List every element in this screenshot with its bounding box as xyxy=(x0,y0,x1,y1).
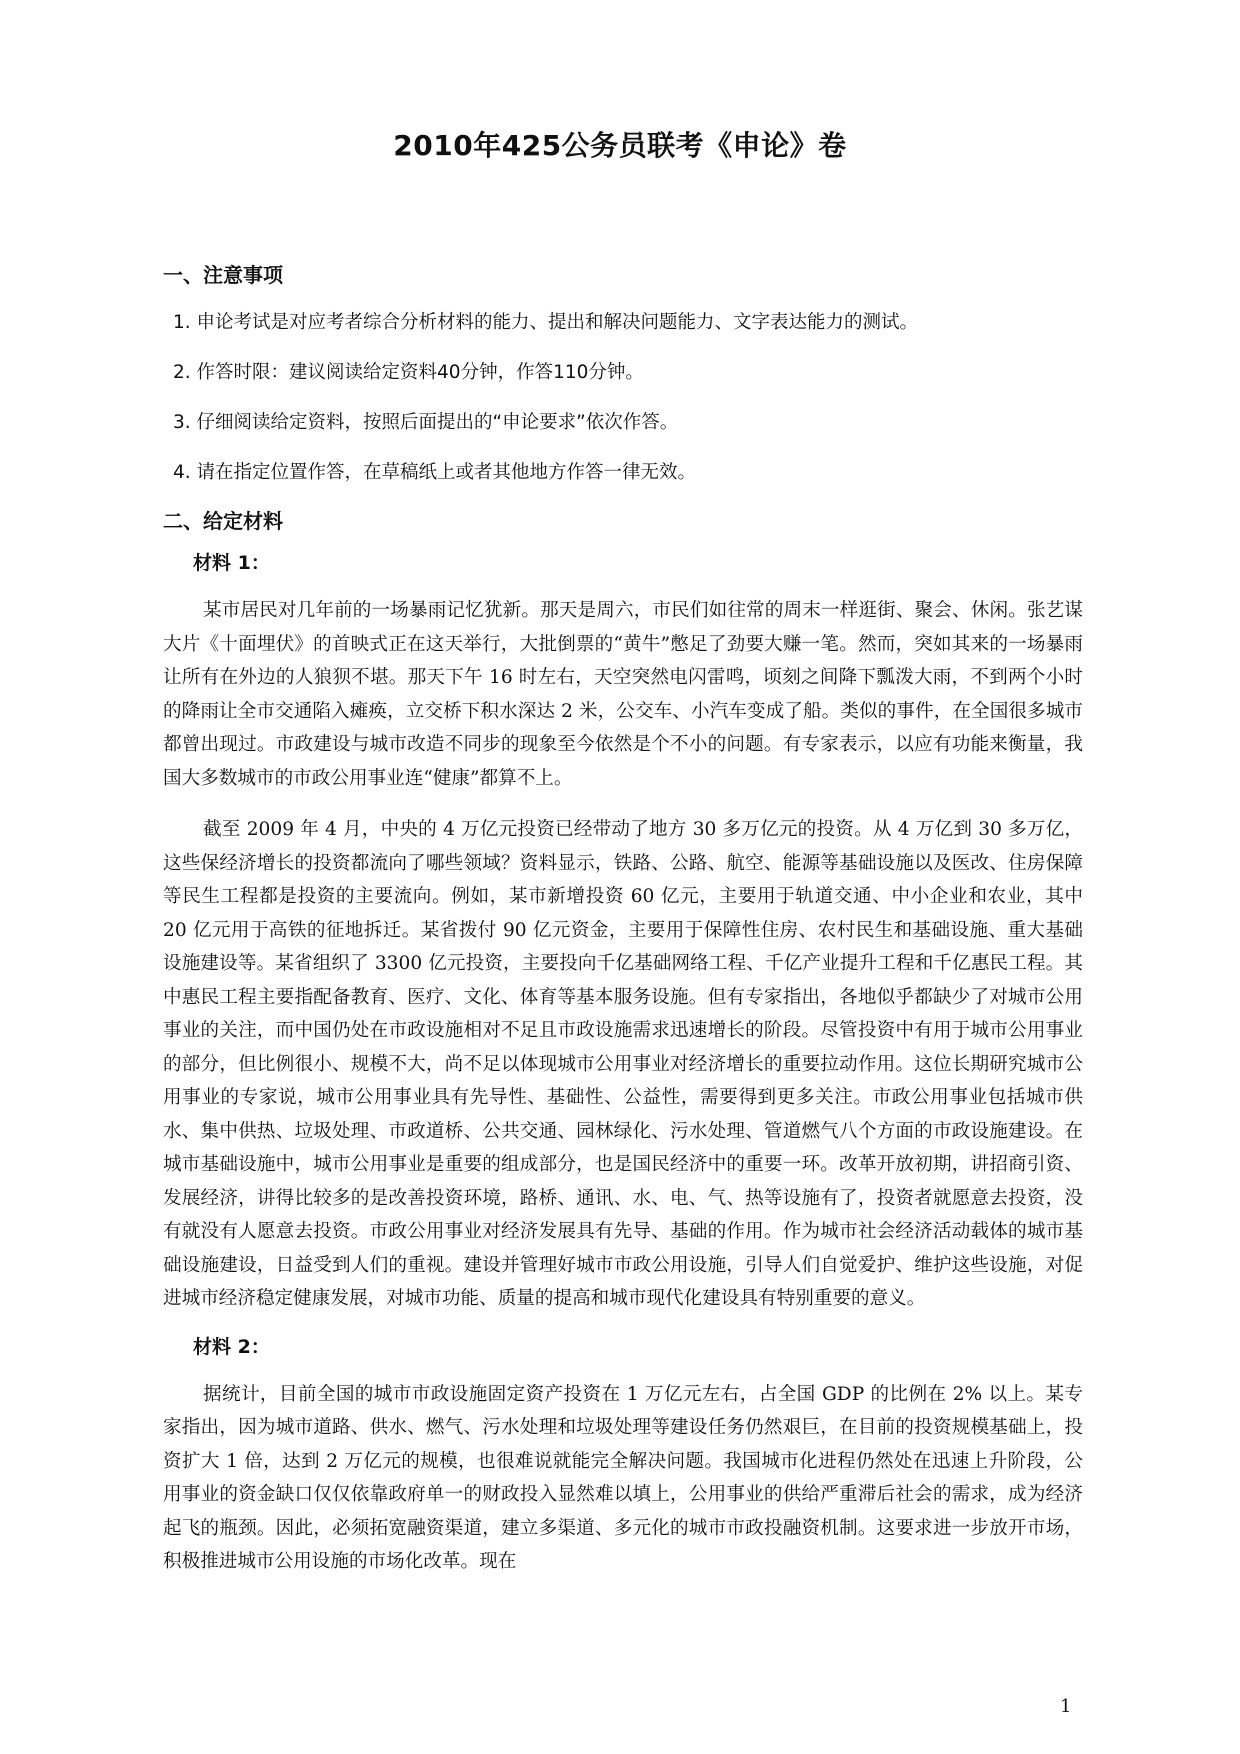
material-1-label: 材料 1： xyxy=(193,552,270,574)
material-1-paragraph-2: 截至 2009 年 4 月，中央的 4 万亿元投资已经带动了地方 30 多万亿元的投资。从 4 万亿到 30 多万亿，这些保经济增长的投资都流向了哪些领域？资料显示，铁路、公路、航空、能源等基础设施以及医改、住房保障等民生工程都是投资的主要流向。例如，某市新增投资 60 亿元，主要用于轨道交通、中小企业和农业，其中 20 亿元用于高铁的征地拆迁。某省拨付 90 亿元资金，主要用于保障性住房、农村民生和基础设施、重大基础设施建设等。某省组织了 3300 亿元投资，主要投向千亿基础网络工程、千亿产业提升工程和千亿惠民工程。其中惠民工程主要指配备教育、医疗、文化、体育等基本服务设施。但有专家指出，各地似乎都缺少了对城市公用事业的关注，而中国仍处在市政设施相对不足且市政设施需求迅速增长的阶段。尽管投资中有用于城市公用事业的部分，但比例很小、规模不大，尚不足以体现城市公用事业对经济增长的重要拉动作用。这位长期研究城市公用事业的专家说，城市公用事业具有先导性、基础性、公益性，需要得到更多关注。市政公用事业包括城市供水、集中供热、垃圾处理、市政道桥、公共交通、园林绿化、污水处理、管道燃气八个方面的市政设施建设。在城市基础设施中，城市公用事业是重要的组成部分，也是国民经济中的重要一环。改革开放初期，讲招商引资、发展经济，讲得比较多的是改善投资环境，路桥、通讯、水、电、气、热等设施有了，投资者就愿意去投资，没有就没有人愿意去投资。市政公用事业对经济发展具有先导、基础的作用。作为城市社会经济活动载体的城市基础设施建设，日益受到人们的重视。建设并管理好城市市政公用设施，引导人们自觉爱护、维护这些设施，对促进城市经济稳定健康发展，对城市功能、质量的提高和城市现代化建设具有特别重要的意义。 xyxy=(163,819,1083,1309)
section-heading-materials: 二、给定材料 xyxy=(163,509,283,533)
document-body xyxy=(163,262,1083,1597)
page-number: 1 xyxy=(1060,1696,1072,1717)
document-title: 2010年425公务员联考《申论》卷 xyxy=(393,129,847,162)
material-2-paragraph-1: 据统计，目前全国的城市市政设施固定资产投资在 1 万亿元左右，占全国 GDP 的比例在 2% 以上。某专家指出，因为城市道路、供水、燃气、污水处理和垃圾处理等建设任务仍然艰巨，在目前的投资规模基础上，投资扩大 1 倍，达到 2 万亿元的规模，也很难说就能完全解决问题。我国城市化进程仍然处在迅速上升阶段，公用事业的资金缺口仅仅依靠政府单一的财政投入显然难以填上，公用事业的供给严重滞后社会的需求，成为经济起飞的瓶颈。因此，必须拓宽融资渠道，建立多渠道、多元化的城市市政投融资机制。这要求进一步放开市场，积极推进城市公用设施的市场化改革。现在 xyxy=(163,1383,1083,1572)
notice-item-3: 3. 仔细阅读给定资料，按照后面提出的“申论要求”依次作答。 xyxy=(173,412,679,433)
section-heading-notices: 一、注意事项 xyxy=(163,263,283,287)
notice-item-1: 1. 申论考试是对应考者综合分析材料的能力、提出和解决问题能力、文字表达能力的测试。 xyxy=(173,312,919,333)
notice-item-4: 4. 请在指定位置作答，在草稿纸上或者其他地方作答一律无效。 xyxy=(173,462,697,483)
notice-item-2: 2. 作答时限：建议阅读给定资料40分钟，作答110分钟。 xyxy=(173,362,644,383)
material-2-label: 材料 2： xyxy=(193,1335,270,1358)
material-1-paragraph-1: 某市居民对几年前的一场暴雨记忆犹新。那天是周六，市民们如往常的周末一样逛街、聚会、休闲。张艺谋大片《十面埋伏》的首映式正在这天举行，大批倒票的“黄牛”憋足了劲要大赚一笔。然而，突如其来的一场暴雨让所有在外边的人狼狈不堪。那天下午 16 时左右，天空突然电闪雷鸣，顷刻之间降下瓢泼大雨，不到两个小时的降雨让全市交通陷入瘫痪，立交桥下积水深达 2 米，公交车、小汽车变成了船。类似的事件，在全国很多城市都曾出现过。市政建设与城市改造不同步的现象至今依然是个不小的问题。有专家表示，以应有功能来衡量，我国大多数城市的市政公用事业连“健康”都算不上。 xyxy=(163,600,1083,789)
